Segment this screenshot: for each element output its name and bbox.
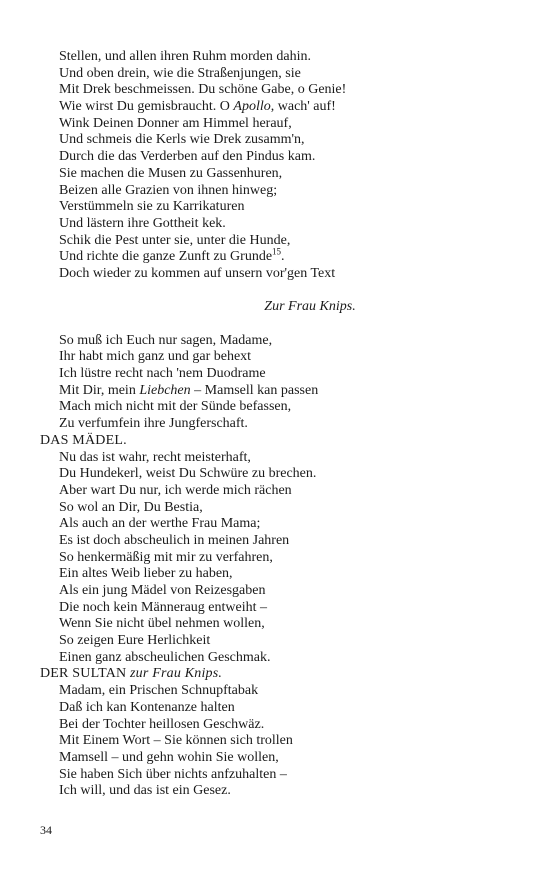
verse-line: Es ist doch abscheulich in meinen Jahren	[59, 532, 290, 548]
verse-line: Du Hundekerl, weist Du Schwüre zu brechen.	[59, 466, 317, 482]
speaker-label: DER SULTAN zur Frau Knips.	[40, 666, 223, 682]
verse-line: Verstümmeln sie zu Karrikaturen	[59, 199, 245, 215]
verse-line: Mach mich nicht mit der Sünde befassen,	[59, 399, 292, 415]
verse-line-footnote: Und richte die ganze Zunft zu Grunde$^{15}$.	[59, 246, 285, 265]
verse-line: Mit Drek beschmeissen. Du schöne Gabe, o Genie!	[59, 82, 347, 98]
footnote-marker[interactable]: 15	[272, 246, 282, 257]
verse-line: Einen ganz abscheulichen Geschmak.	[59, 649, 271, 665]
verse-line: Wink Deinen Donner am Himmel herauf,	[59, 115, 292, 131]
verse-line: So wol an Dir, Du Bestia,	[59, 499, 203, 515]
verse-line: Durch die das Verderben auf den Pindus kam.	[59, 149, 316, 165]
verse-line: So zeigen Eure Herlichkeit	[59, 633, 211, 649]
verse-line: Aber wart Du nur, ich werde mich rächen	[59, 482, 292, 498]
verse-line: Bei der Tochter heillosen Geschwäz.	[59, 716, 265, 732]
verse-line: Mit Einem Wort – Sie können sich trollen	[59, 733, 293, 749]
verse-line: Und oben drein, wie die Straßenjungen, sie	[59, 65, 301, 81]
verse-line: Mamsell – und gehn wohin Sie wollen,	[59, 749, 279, 765]
verse-line: Beizen alle Grazien von ihnen hinweg;	[59, 182, 278, 198]
verse-line: Als ein jung Mädel von Reizesgaben	[59, 583, 266, 598]
verse-line: Sie machen die Musen zu Gassenhuren,	[59, 165, 283, 181]
verse-line: Ein altes Weib lieber zu haben,	[59, 566, 233, 582]
verse-line: Schik die Pest unter sie, unter die Hunde,	[59, 232, 291, 248]
verse-line: So muß ich Euch nur sagen, Madame,	[59, 332, 273, 348]
verse-line: Und schmeis die Kerls wie Drek zusamm'n,	[59, 132, 305, 148]
verse-line: Doch wieder zu kommen auf unsern vor'gen Text	[59, 265, 336, 281]
verse-line: Sie haben Sich über nichts anfzuhalten –	[59, 766, 287, 782]
verse-line: Daß ich kan Kontenanze halten	[59, 699, 235, 715]
verse-line: Ich lüstre recht nach 'nem Duodrame	[59, 366, 266, 382]
page-number: 34	[40, 823, 52, 837]
verse-line: So henkermäßig mit mir zu verfahren,	[59, 549, 273, 565]
speaker-label: DAS MÄDEL.	[40, 432, 127, 448]
verse-line: Wie wirst Du gemisbraucht. O Apollo, wach' auf!	[59, 99, 336, 115]
verse-line: Madam, ein Prischen Schnupftabak	[59, 683, 259, 699]
verse-line: Zu verfumfein ihre Jungferschaft.	[59, 416, 248, 432]
verse-line: Die noch kein Männeraug entweiht –	[59, 599, 267, 615]
verse-line: Und lästern ihre Gottheit kek.	[59, 215, 226, 231]
poem-text	[40, 49, 520, 800]
verse-line: Mit Dir, mein Liebchen – Mamsell kan passen	[59, 382, 319, 398]
verse-line: Ihr habt mich ganz und gar behext	[59, 349, 252, 365]
verse-line: Ich will, und das ist ein Gesez.	[59, 783, 231, 799]
verse-line: Stellen, und allen ihren Ruhm morden dahin.	[59, 49, 311, 64]
verse-line: Als auch an der werthe Frau Mama;	[59, 516, 261, 532]
section-heading: Zur Frau Knips.	[264, 299, 356, 315]
verse-line: Nu das ist wahr, recht meisterhaft,	[59, 449, 251, 465]
verse-line: Wenn Sie nicht übel nehmen wollen,	[59, 616, 265, 632]
